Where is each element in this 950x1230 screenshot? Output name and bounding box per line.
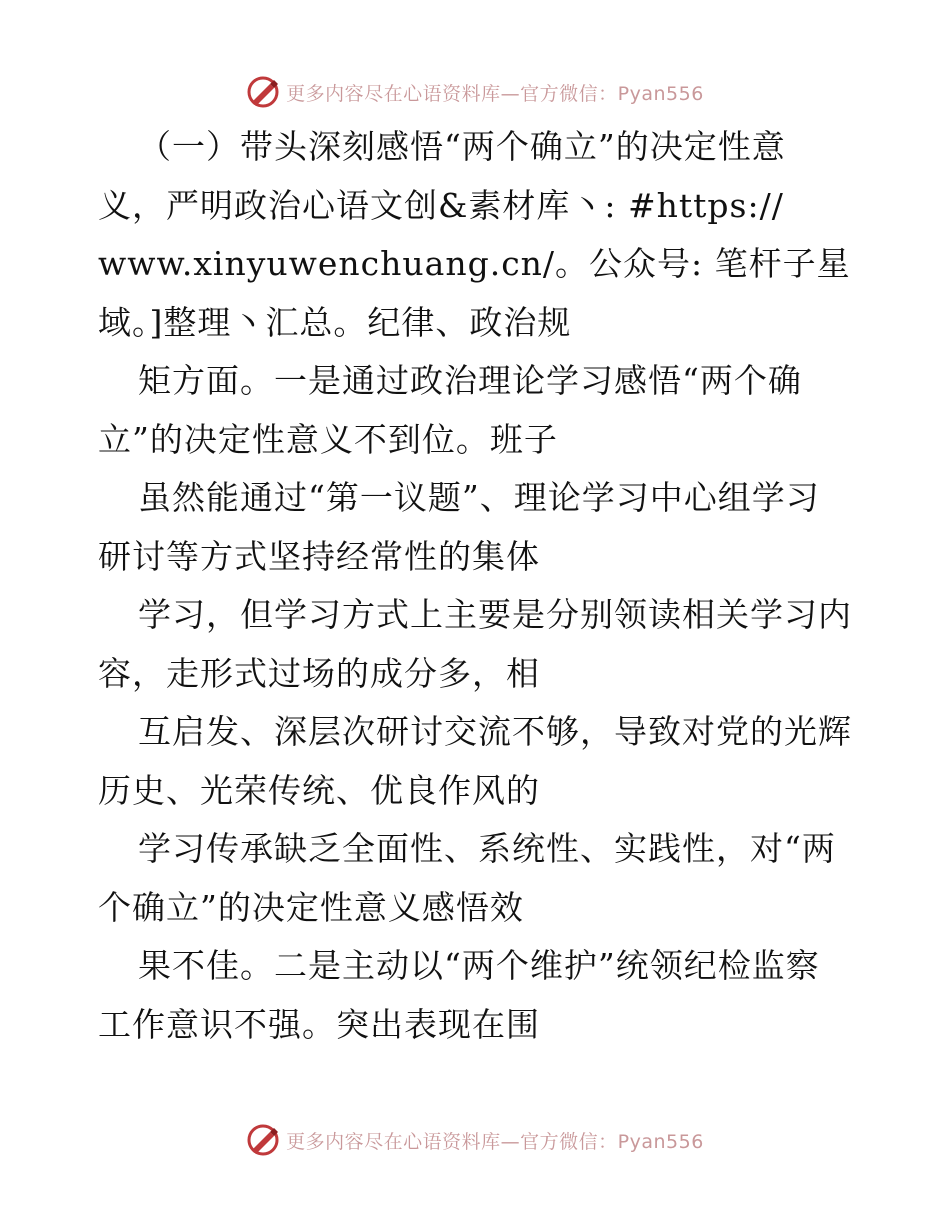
body-text-line: 学习传承缺乏全面性、系统性、实践性，对“两: [138, 829, 836, 868]
body-text-line: 互启发、深层次研讨交流不够，导致对党的光辉: [138, 712, 852, 751]
body-text-line: 工作意识不强。突出表现在围: [98, 1004, 540, 1044]
body-text-line: 果不佳。二是主动以“两个维护”统领纪检监察: [138, 946, 820, 985]
body-text-line: 虽然能通过“第一议题”、理论学习中心组学习: [138, 478, 820, 517]
body-text-line: 义，严明政治心语文创&素材库丶: #https://: [98, 185, 784, 225]
header-banner: [0, 72, 950, 112]
footer-banner-text: 更多内容尽在心语资料库—官方微信：Pyan556: [286, 1130, 704, 1153]
body-text-line: 立”的决定性意义不到位。班子: [98, 419, 558, 459]
body-text-line: 研讨等方式坚持经常性的集体: [98, 536, 540, 576]
body-text-line: 个确立”的决定性意义感悟效: [98, 887, 524, 927]
body-text-line: 学习，但学习方式上主要是分别领读相关学习内: [138, 595, 852, 634]
document-body: [98, 118, 868, 1054]
body-text-line: 历史、光荣传统、优良作风的: [98, 770, 540, 810]
body-text-line: （一）带头深刻感悟“两个确立”的决定性意: [138, 127, 786, 166]
body-text-line: 容，走形式过场的成分多，相: [98, 653, 540, 693]
pen-logo-icon: [246, 1123, 280, 1157]
body-text-line: 矩方面。一是通过政治理论学习感悟“两个确: [138, 361, 802, 400]
footer-banner: [0, 1120, 950, 1160]
header-banner-text: 更多内容尽在心语资料库—官方微信：Pyan556: [286, 82, 704, 105]
pen-logo-icon: [246, 75, 280, 109]
body-text-line: 域。]整理丶汇总。纪律、政治规: [98, 302, 572, 342]
body-text-line: www.xinyuwenchuang.cn/。公众号: 笔杆子星: [98, 244, 851, 283]
